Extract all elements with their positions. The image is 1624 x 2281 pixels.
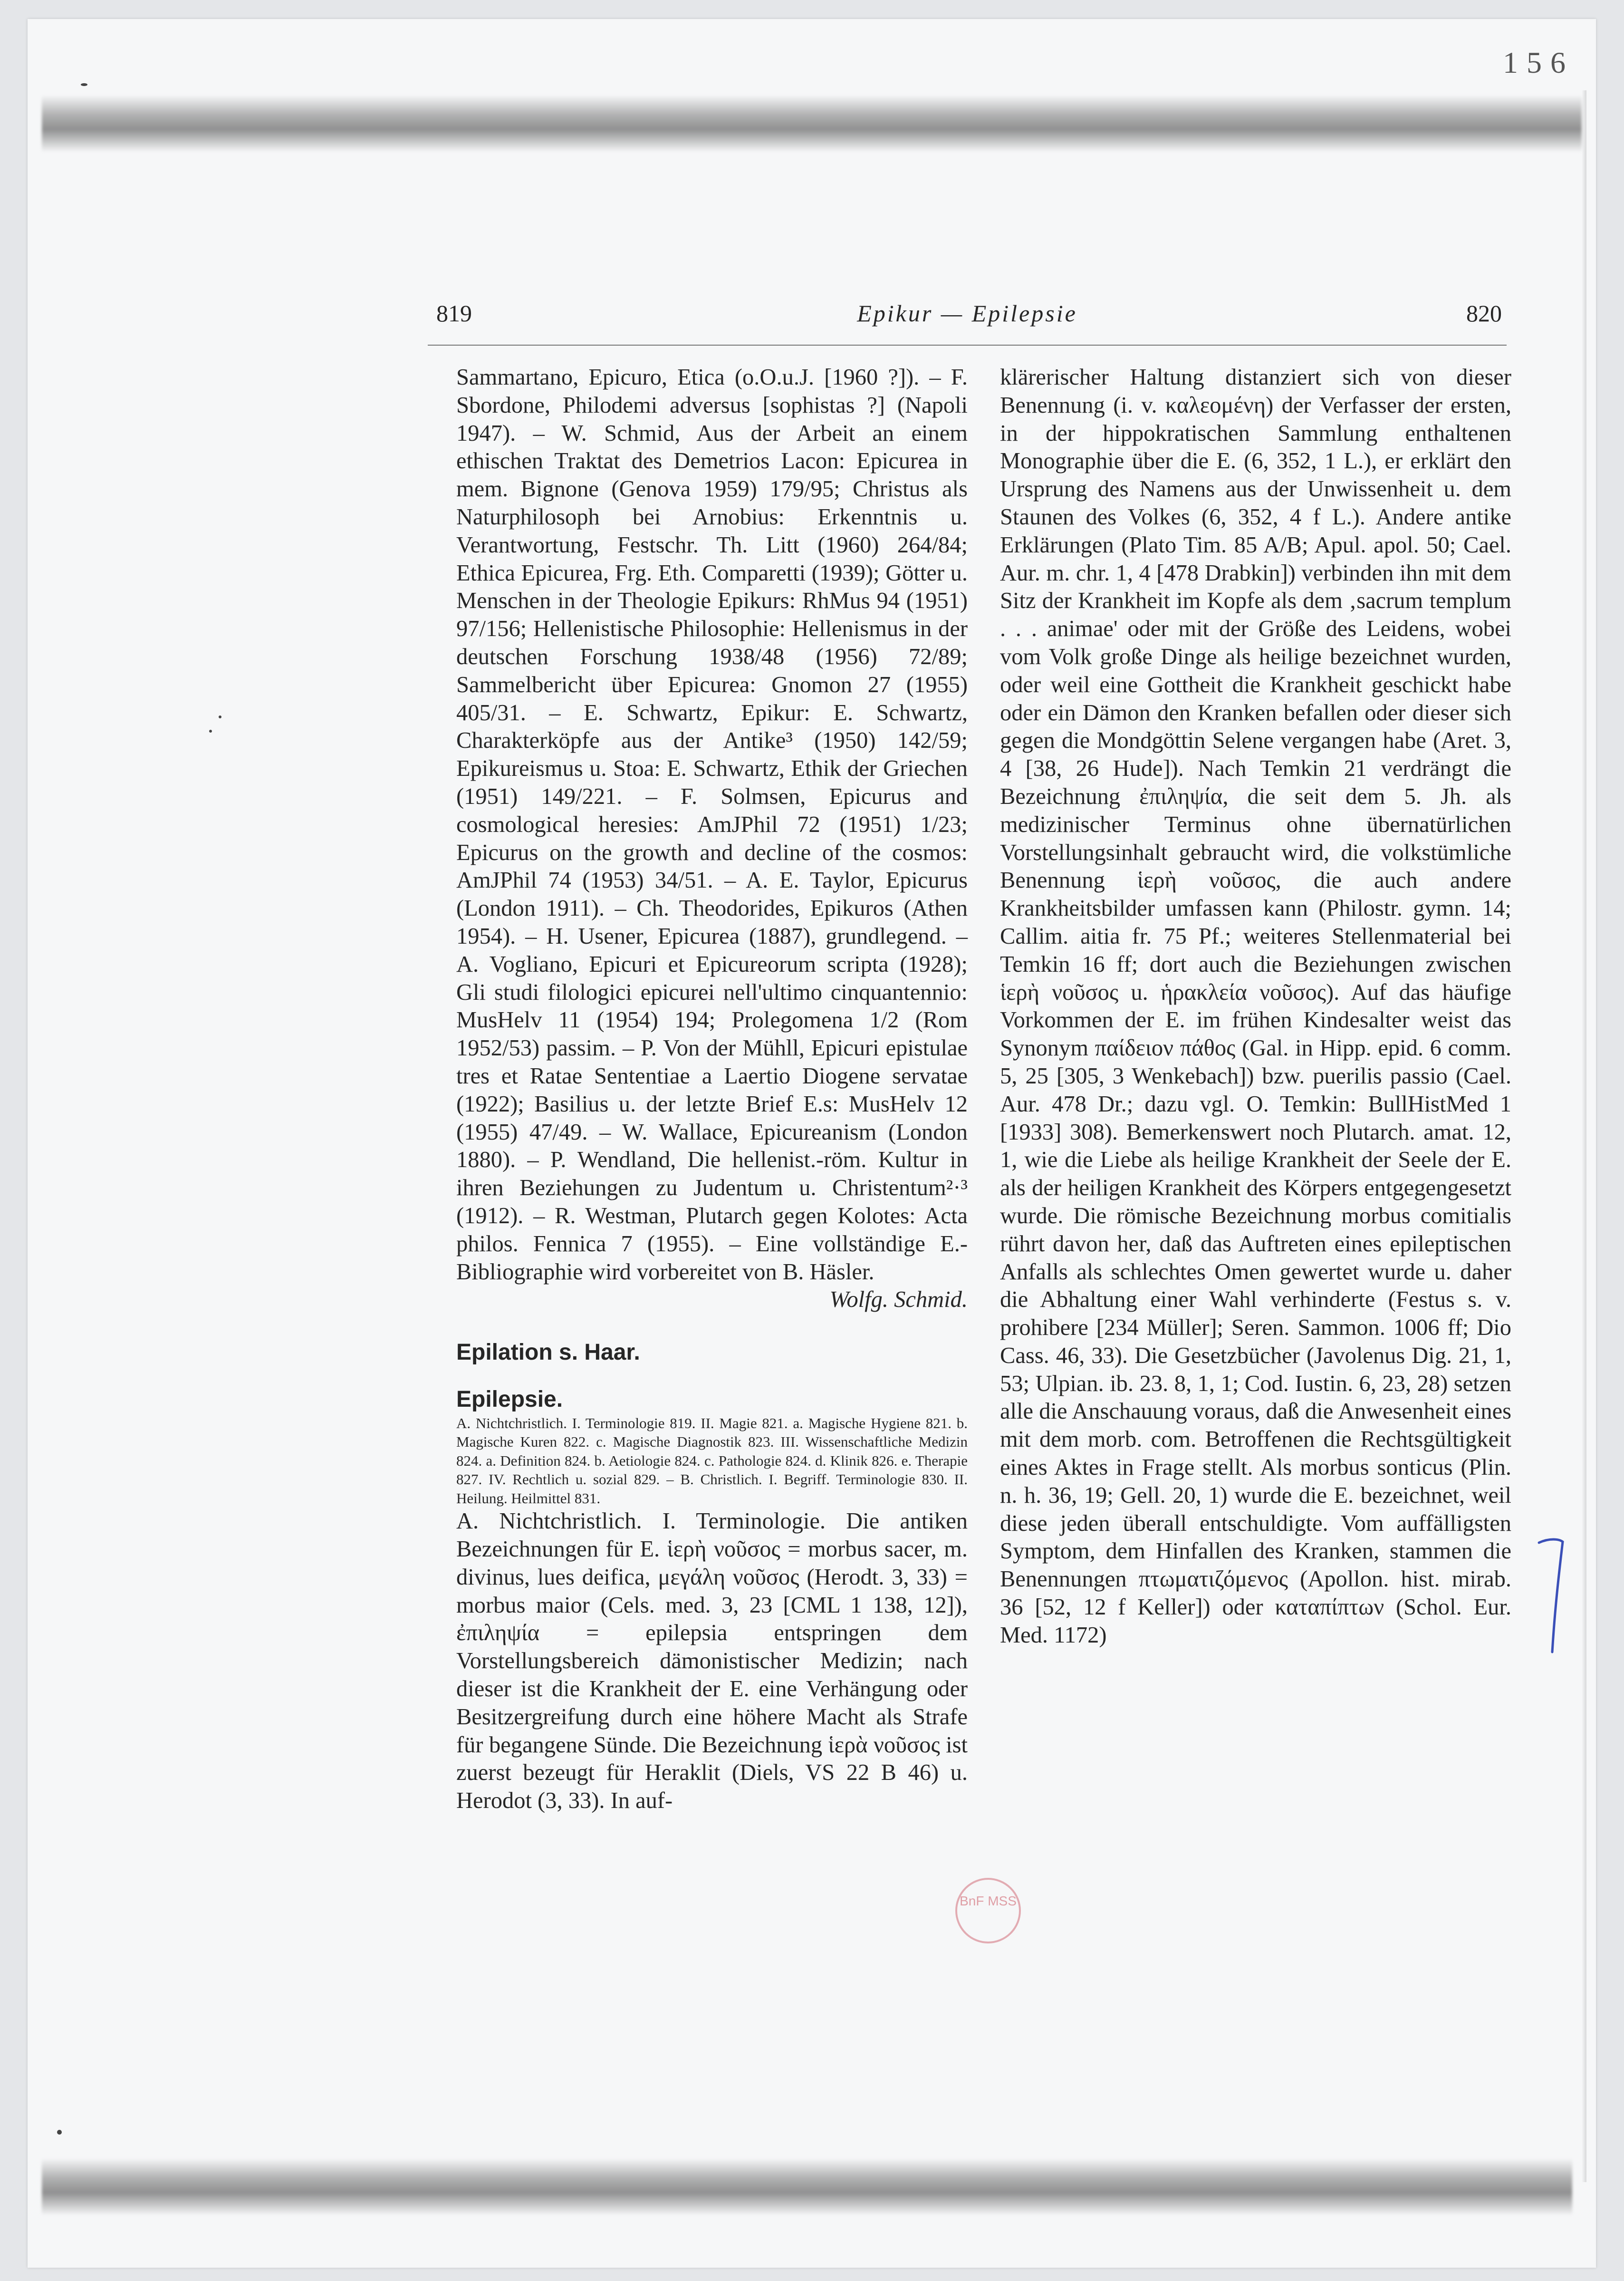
header-column-left-number: 819: [436, 300, 472, 327]
header-rule: [428, 345, 1507, 346]
stamp-text: BnF MSS: [960, 1894, 1017, 1908]
scan-speck: [219, 715, 221, 718]
article-outline: A. Nichtchristlich. I. Terminologie 819. II. Magie 821. a. Magische Hygiene 821. b. Magische Kuren 822. c. Magische Diagnostik 823. III. Wissenschaftliche Medizin 824. a. Definition 824. b. Aetiologie 824. c. Pathologie 824. d. Klinik 826. e. Therapie 827. IV. Rechtlich u. sozial 829. – B. Christlich. I. Begriff. Terminologie 830. II. Heilung. Heilmittel 831.: [456, 1414, 968, 1507]
bibliography-paragraph: Sammartano, Epicuro, Etica (o.O.u.J. [1960 ?]). – F. Sbordone, Philodemi adversus [sophistas ?] (Napoli 1947). – W. Schmid, Aus der Arbeit an einem ethischen Traktat des Demetrios Lacon: Epicurea in mem. Bignone (Genova 1959) 179/95; Christus als Naturphilosoph bei Arnobius: Erkenntnis u. Verantwortung, Festschr. Th. Litt (1960) 264/84; Ethica Epicurea, Frg. Eth. Comparetti (1939); Götter u. Menschen in der Theologie Epikurs: RhMus 94 (1951) 97/156; Hellenistische Philosophie: Hellenismus in der deutschen Forschung 1938/48 (1956) 72/89; Sammelbericht über Epicurea: Gnomon 27 (1955) 405/31. – E. Schwartz, Epikur: E. Schwartz, Charakterköpfe aus der Antike³ (1950) 142/59; Epikureismus u. Stoa: E. Schwartz, Ethik der Griechen (1951) 149/221. – F. Solmsen, Epicurus and cosmological heresies: AmJPhil 72 (1951) 1/23; Epicurus on the growth and decline of the cosmos: AmJPhil 74 (1953) 34/51. – A. E. Taylor, Epicurus (London 1911). – Ch. Theodorides, Epikuros (Athen 1954). – H. Usener, Epicurea (1887), grundlegend. – A. Vogliano, Epicuri et Epicureorum scripta (1928); Gli studi filologici epicurei nell'ultimo cinquantennio: MusHelv 11 (1954) 194; Prolegomena 1/2 (Rom 1952/53) passim. – P. Von der Mühll, Epicuri epistulae tres et Ratae Sententiae a Laertio Diogene servatae (1922); Basilius u. der letzte Brief E.s: MusHelv 12 (1955) 47/49. – W. Wallace, Epicureanism (London 1880). – P. Wendland, Die hellenist.-röm. Kultur in ihren Beziehungen zu Judentum u. Christentum²·³ (1912). – R. Westman, Plutarch gegen Kolotes: Acta philos. Fennica 7 (1955). – Eine vollständige E.-Bibliographie wird vorbereitet von B. Häsler.: [456, 365, 968, 1285]
page-edge-shadow: [1582, 90, 1586, 2182]
entry-heading-epilation: Epilation s. Haar.: [456, 1340, 640, 1365]
scan-speck: [209, 730, 212, 733]
folio-number: 156: [1503, 46, 1574, 79]
right-column: [1000, 364, 1511, 1650]
author-signature: Wolfg. Schmid.: [829, 1287, 968, 1313]
library-stamp: [955, 1878, 1021, 1943]
scan-shadow-top: [42, 95, 1582, 152]
scan-speck: [81, 83, 87, 86]
scan-speck: [57, 2130, 62, 2135]
body-paragraph-continued: klärerischer Haltung distanziert sich von dieser Benennung (i. v. καλεομένη) der Verfasser der ersten, in der hippokratischen Sammlung enthaltenen Monographie über die E. (6, 352, 1 L.), er erklärt den Ursprung des Namens aus der Unwissenheit u. dem Staunen des Volkes (6, 352, 4 f L.). Andere antike Erklärungen (Plato Tim. 85 A/B; Apul. apol. 50; Cael. Aur. m. chr. 1, 4 [478 Drabkin]) verbinden ihn mit dem Sitz der Krankheit im Kopfe als dem ‚sacrum templum . . . animae' oder mit der Größe des Leidens, wobei vom Volk große Dinge als heilige bezeichnet wurden, oder weil eine Gottheit die Krankheit geschickt habe oder ein Dämon den Kranken befallen oder dieser sich gegen die Mondgöttin Selene vergangen habe (Aret. 3, 4 [38, 26 Hude]). Nach Temkin 21 verdrängt die Bezeichnung ἐπιληψία, die seit dem 5. Jh. als medizinischer Terminus ohne übernatürlichen Vorstellungsinhalt gebraucht wird, die volkstümliche Benennung ἱερὴ νοῦσος, die auch andere Krankheitsbilder umfassen kann (Philostr. gymn. 14; Callim. aitia fr. 75 Pf.; weiteres Stellenmaterial bei Temkin 16 ff; dort auch die Beziehungen zwischen ἱερὴ νοῦσος u. ἡρακλεία νοῦσος). Auf das häufige Vorkommen der E. im frühen Kindesalter weist das Synonym παίδειον πάθος (Gal. in Hipp. epid. 6 comm. 5, 25 [305, 3 Wenkebach]) bzw. puerilis passio (Cael. Aur. 478 Dr.; dazu vgl. O. Temkin: BullHistMed 1 [1933] 308). Bemerkenswert noch Plutarch. amat. 12, 1, wie die Liebe als heilige Krankheit der Seele der E. als der heiligen Krankheit des Körpers entgegengesetzt wurde. Die römische Bezeichnung morbus comitialis rührt davon her, daß das Auftreten eines epileptischen Anfalls als schlechtes Omen gewertet wurde u. daher die Abhaltung einer Wahl verhinderte (Festus s. v. prohibere [234 Müller]; Seren. Sammon. 1006 ff; Dio Cass. 46, 33). Die Gesetzbücher (Javolenus Dig. 21, 1, 53; Ulpian. ib. 23. 8, 1, 1; Cod. Iustin. 6, 23, 28) setzen alle die Anschauung voraus, daß die Anwesenheit eines mit dem morb. com. Betroffenen die Rechtsgültigkeit eines Aktes in Frage stellt. Als morbus sonticus (Plin. n. h. 36, 19; Gell. 20, 1) wurde die E. bezeichnet, weil diese jeden überall entschuldigte. Vom auffälligsten Symptom, dem Hinfallen des Kranken, stammen die Benennungen πτωματιζόμενος (Apollon. hist. mirab. 36 [52, 12 f Keller]) oder καταπίπτων (Schol. Eur. Med. 1172): [1000, 365, 1511, 1648]
left-column: [456, 364, 968, 1815]
entry-heading-epilepsie: Epilepsie.: [456, 1386, 563, 1412]
header-column-right-number: 820: [1466, 300, 1502, 327]
header-title: Epikur — Epilepsie: [857, 300, 1077, 327]
body-paragraph: A. Nichtchristlich. I. Terminologie. Die antiken Bezeichnungen für E. ἱερὴ νοῦσος = morbus sacer, m. divinus, lues deifica, μεγάλη νοῦσος (Herodt. 3, 33) = morbus maior (Cels. med. 3, 23 [CML 1 138, 12]), ἐπιληψία = epilepsia entspringen dem Vorstellungsbereich dämonistischer Medizin; nach dieser ist die Krankheit der E. eine Verhängung oder Besitzergreifung durch eine höhere Macht als Strafe für begangene Sünde. Die Bezeichnung ἱερὰ νοῦσος ist zuerst bezeugt für Heraklit (Diels, VS 22 B 46) u. Herodot (3, 33). In auf-: [456, 1508, 968, 1814]
scan-shadow-bottom: [42, 2158, 1572, 2215]
running-header: [428, 300, 1507, 328]
pen-margin-mark: [1535, 1533, 1573, 1657]
